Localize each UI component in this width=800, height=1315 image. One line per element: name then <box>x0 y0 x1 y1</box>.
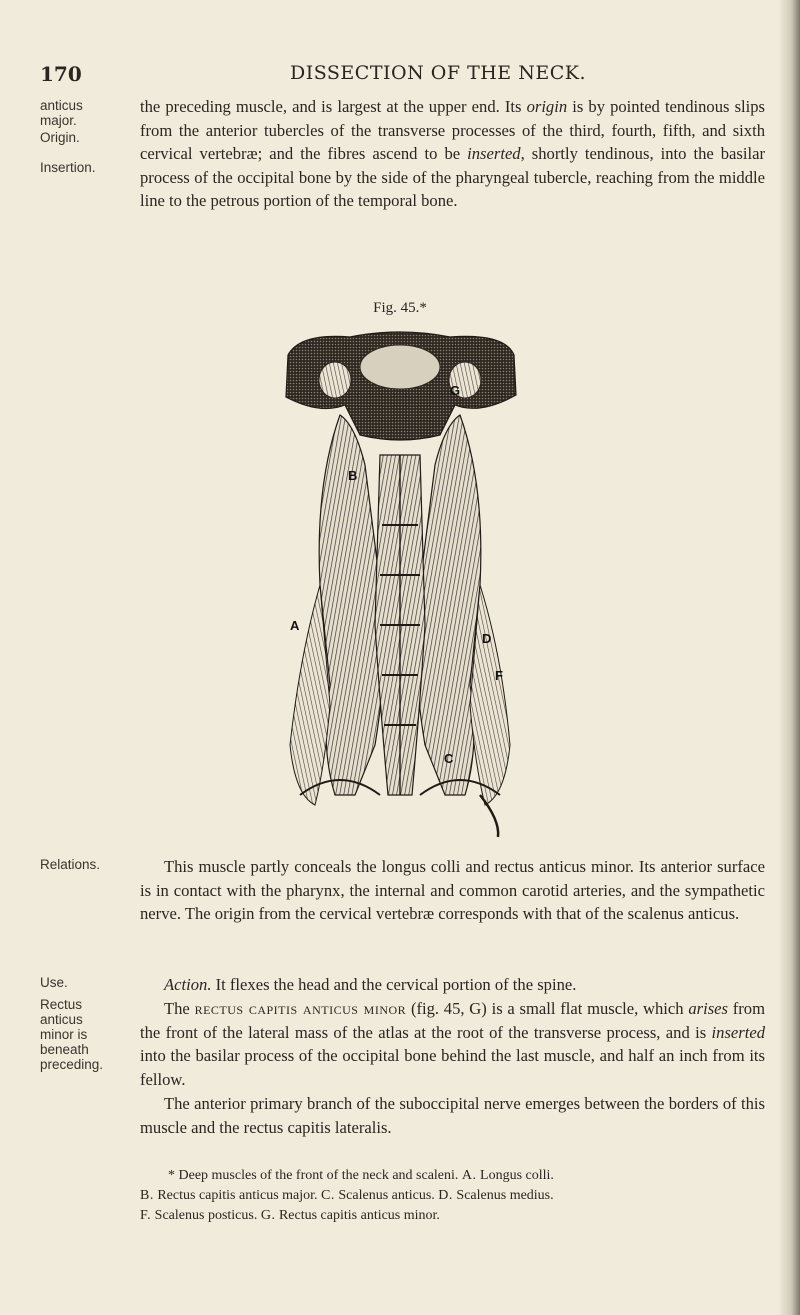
margin-note-anticus-major: anticus major. <box>40 98 83 128</box>
neck-muscles-illustration <box>280 325 520 840</box>
para4-muscle-smallcaps: rectus capitis anticus minor <box>194 999 407 1018</box>
para2-text: This muscle partly conceals the longus colli and rectus anticus minor. Its anterior surface is in contact with the pharynx, the internal and common carotid arteries, and the sympathetic nerve. The origin from the cervical vertebræ corresponds with that of the scalenus anticus. <box>140 857 765 924</box>
margin-note-insertion: Insertion. <box>40 160 96 175</box>
para1-text-3: , shortly tendinous, into the basilar process of the occipital bone by the side of the pharyngeal tubercle, reaching from the middle line to the petrous portion of the temporal bone. <box>140 144 765 211</box>
footnote-text-a: Longus colli. <box>476 1168 554 1183</box>
figure-letter-b: B <box>348 468 358 483</box>
page-number: 170 <box>40 62 82 86</box>
footnote-key-g: G. <box>260 1208 276 1223</box>
para3-action-italic: Action. <box>164 975 212 994</box>
para5-text: The anterior primary branch of the suboccipital nerve emerges between the borders of this muscle and the rectus capitis lateralis. <box>140 1094 765 1137</box>
margin-note-rectus-minor: Rectus anticus minor is beneath preceding. <box>40 997 104 1072</box>
figure-letter-c: C <box>444 751 454 766</box>
paragraph-suboccipital-nerve <box>140 1092 765 1139</box>
footnote-text-g: Rectus capitis anticus minor. <box>275 1208 440 1223</box>
footnote-text-d: Scalenus medius. <box>452 1188 554 1203</box>
footnote-text-f: Scalenus posticus. <box>151 1208 261 1223</box>
page-header <box>0 62 800 86</box>
para1-text-1: the preceding muscle, and is largest at the upper end. Its <box>140 97 527 116</box>
para4-arises-italic: arises <box>688 999 728 1018</box>
figure-letter-d: D <box>482 631 492 646</box>
para1-origin-italic: origin <box>526 97 568 116</box>
para4-text-2: (fig. 45, G) is a small flat muscle, which <box>406 999 689 1018</box>
figure-letter-f: F <box>495 668 503 683</box>
footnote-intro: * Deep muscles of the front of the neck and scaleni. <box>168 1168 462 1183</box>
footnote-key-b: B. <box>140 1188 154 1203</box>
margin-note-relations: Relations. <box>40 857 101 872</box>
footnote-key-d: D. <box>438 1188 453 1203</box>
para4-text-4: into the basilar process of the occipital bone behind the last muscle, and half an inch from its fellow. <box>140 1046 765 1089</box>
para4-text-3: from the front of the lateral mass of the atlas at the root of the transverse process, and is <box>140 999 765 1042</box>
paragraph-relations <box>140 855 765 926</box>
footnote-key-a: A. <box>461 1168 477 1183</box>
running-head: DISSECTION OF THE NECK. <box>290 62 586 84</box>
margin-note-use: Use. <box>40 975 68 990</box>
para1-text-2: is by pointed tendinous slips from the anterior tubercles of the transverse processes of the third, fourth, fifth, and sixth cervical vertebræ; and the fibres ascend to be <box>140 97 765 164</box>
para1-inserted-italic: inserted <box>467 144 521 164</box>
para4-inserted-italic: inserted <box>711 1022 765 1042</box>
paragraph-origin-insertion <box>140 95 765 213</box>
page-edge-shadow <box>778 0 800 1315</box>
figure-footnote <box>140 1166 765 1226</box>
paragraph-action <box>140 973 765 997</box>
footnote-text-c: Scalenus anticus. <box>334 1188 439 1203</box>
margin-note-origin: Origin. <box>40 130 80 145</box>
footnote-key-c: C. <box>321 1188 335 1203</box>
figure-label: Fig. 45.* <box>373 300 427 316</box>
para3-text: It flexes the head and the cervical portion of the spine. <box>211 975 577 994</box>
footnote-key-f: F. <box>140 1208 152 1223</box>
figure-letter-g: G <box>450 383 461 398</box>
footnote-text-b: Rectus capitis anticus major. <box>153 1188 322 1203</box>
paragraph-rectus-minor <box>140 997 765 1091</box>
para4-text-1: The <box>164 999 195 1018</box>
figure-letter-a: A <box>290 618 300 633</box>
